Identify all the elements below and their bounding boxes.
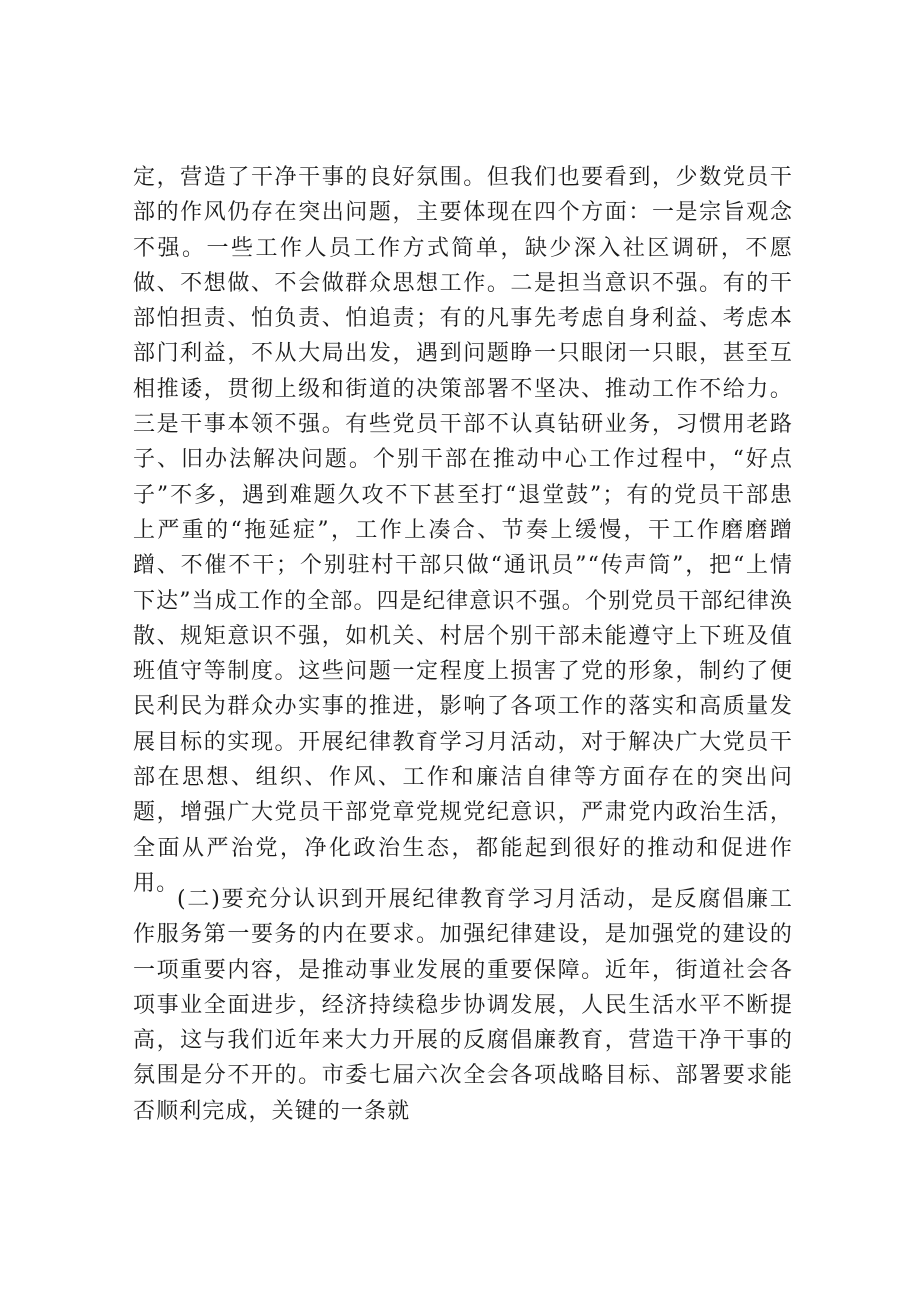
body-paragraph: 定，营造了干净干事的良好氛围。但我们也要看到，少数党员干部的作风仍存在突出问题，主要体现在四个方面：一是宗旨观念不强。一些工作人员工作方式简单，缺少深入社区调研，不愿做、不想做、不会做群众思想工作。二是担当意识不强。有的干部怕担责、怕负责、怕追责；有的凡事先考虑自身利益、考虑本部门利益，不从大局出发，遇到问题睁一只眼闭一只眼，甚至互相推诿，贯彻上级和街道的决策部署不坚决、推动工作不给力。三是干事本领不强。有些党员干部不认真钻研业务，习惯用老路子、旧办法解决问题。个别干部在推动中心工作过程中，“好点子”不多，遇到难题久攻不下甚至打“退堂鼓”；有的党员干部患上严重的“拖延症”，工作上凑合、节奏上缓慢，干工作磨磨蹭蹭、不催不干；个别驻村干部只做“通讯员”“传声筒”，把“上情下达”当成工作的全部。四是纪律意识不强。个别党员干部纪律涣散、规矩意识不强，如机关、村居个别干部未能遵守上下班及值班值守等制度。这些问题一定程度上损害了党的形象，制约了便民利民为群众办实事的推进，影响了各项工作的落实和高质量发展目标的实现。开展纪律教育学习月活动，对于解决广大党员干部在思想、组织、作风、工作和廉洁自律等方面存在的突出问题，增强广大党员干部党章党规党纪意识，严肃党内政治生活，全面从严治党，净化政治生态，都能起到很好的推动和促进作用。 [133,165,793,896]
body-paragraph: (二)要充分认识到开展纪律教育学习月活动，是反腐倡廉工作服务第一要务的内在要求。加强纪律建设，是加强党的建设的一项重要内容，是推动事业发展的重要保障。近年，街道社会各项事业全面进步，经济持续稳步协调发展，人民生活水平不断提高，这与我们近年来大力开展的反腐倡廉教育，营造干净干事的氛围是分不开的。市委七届六次全会各项战略目标、部署要求能否顺利完成，关键的一条就 [133,887,793,1124]
